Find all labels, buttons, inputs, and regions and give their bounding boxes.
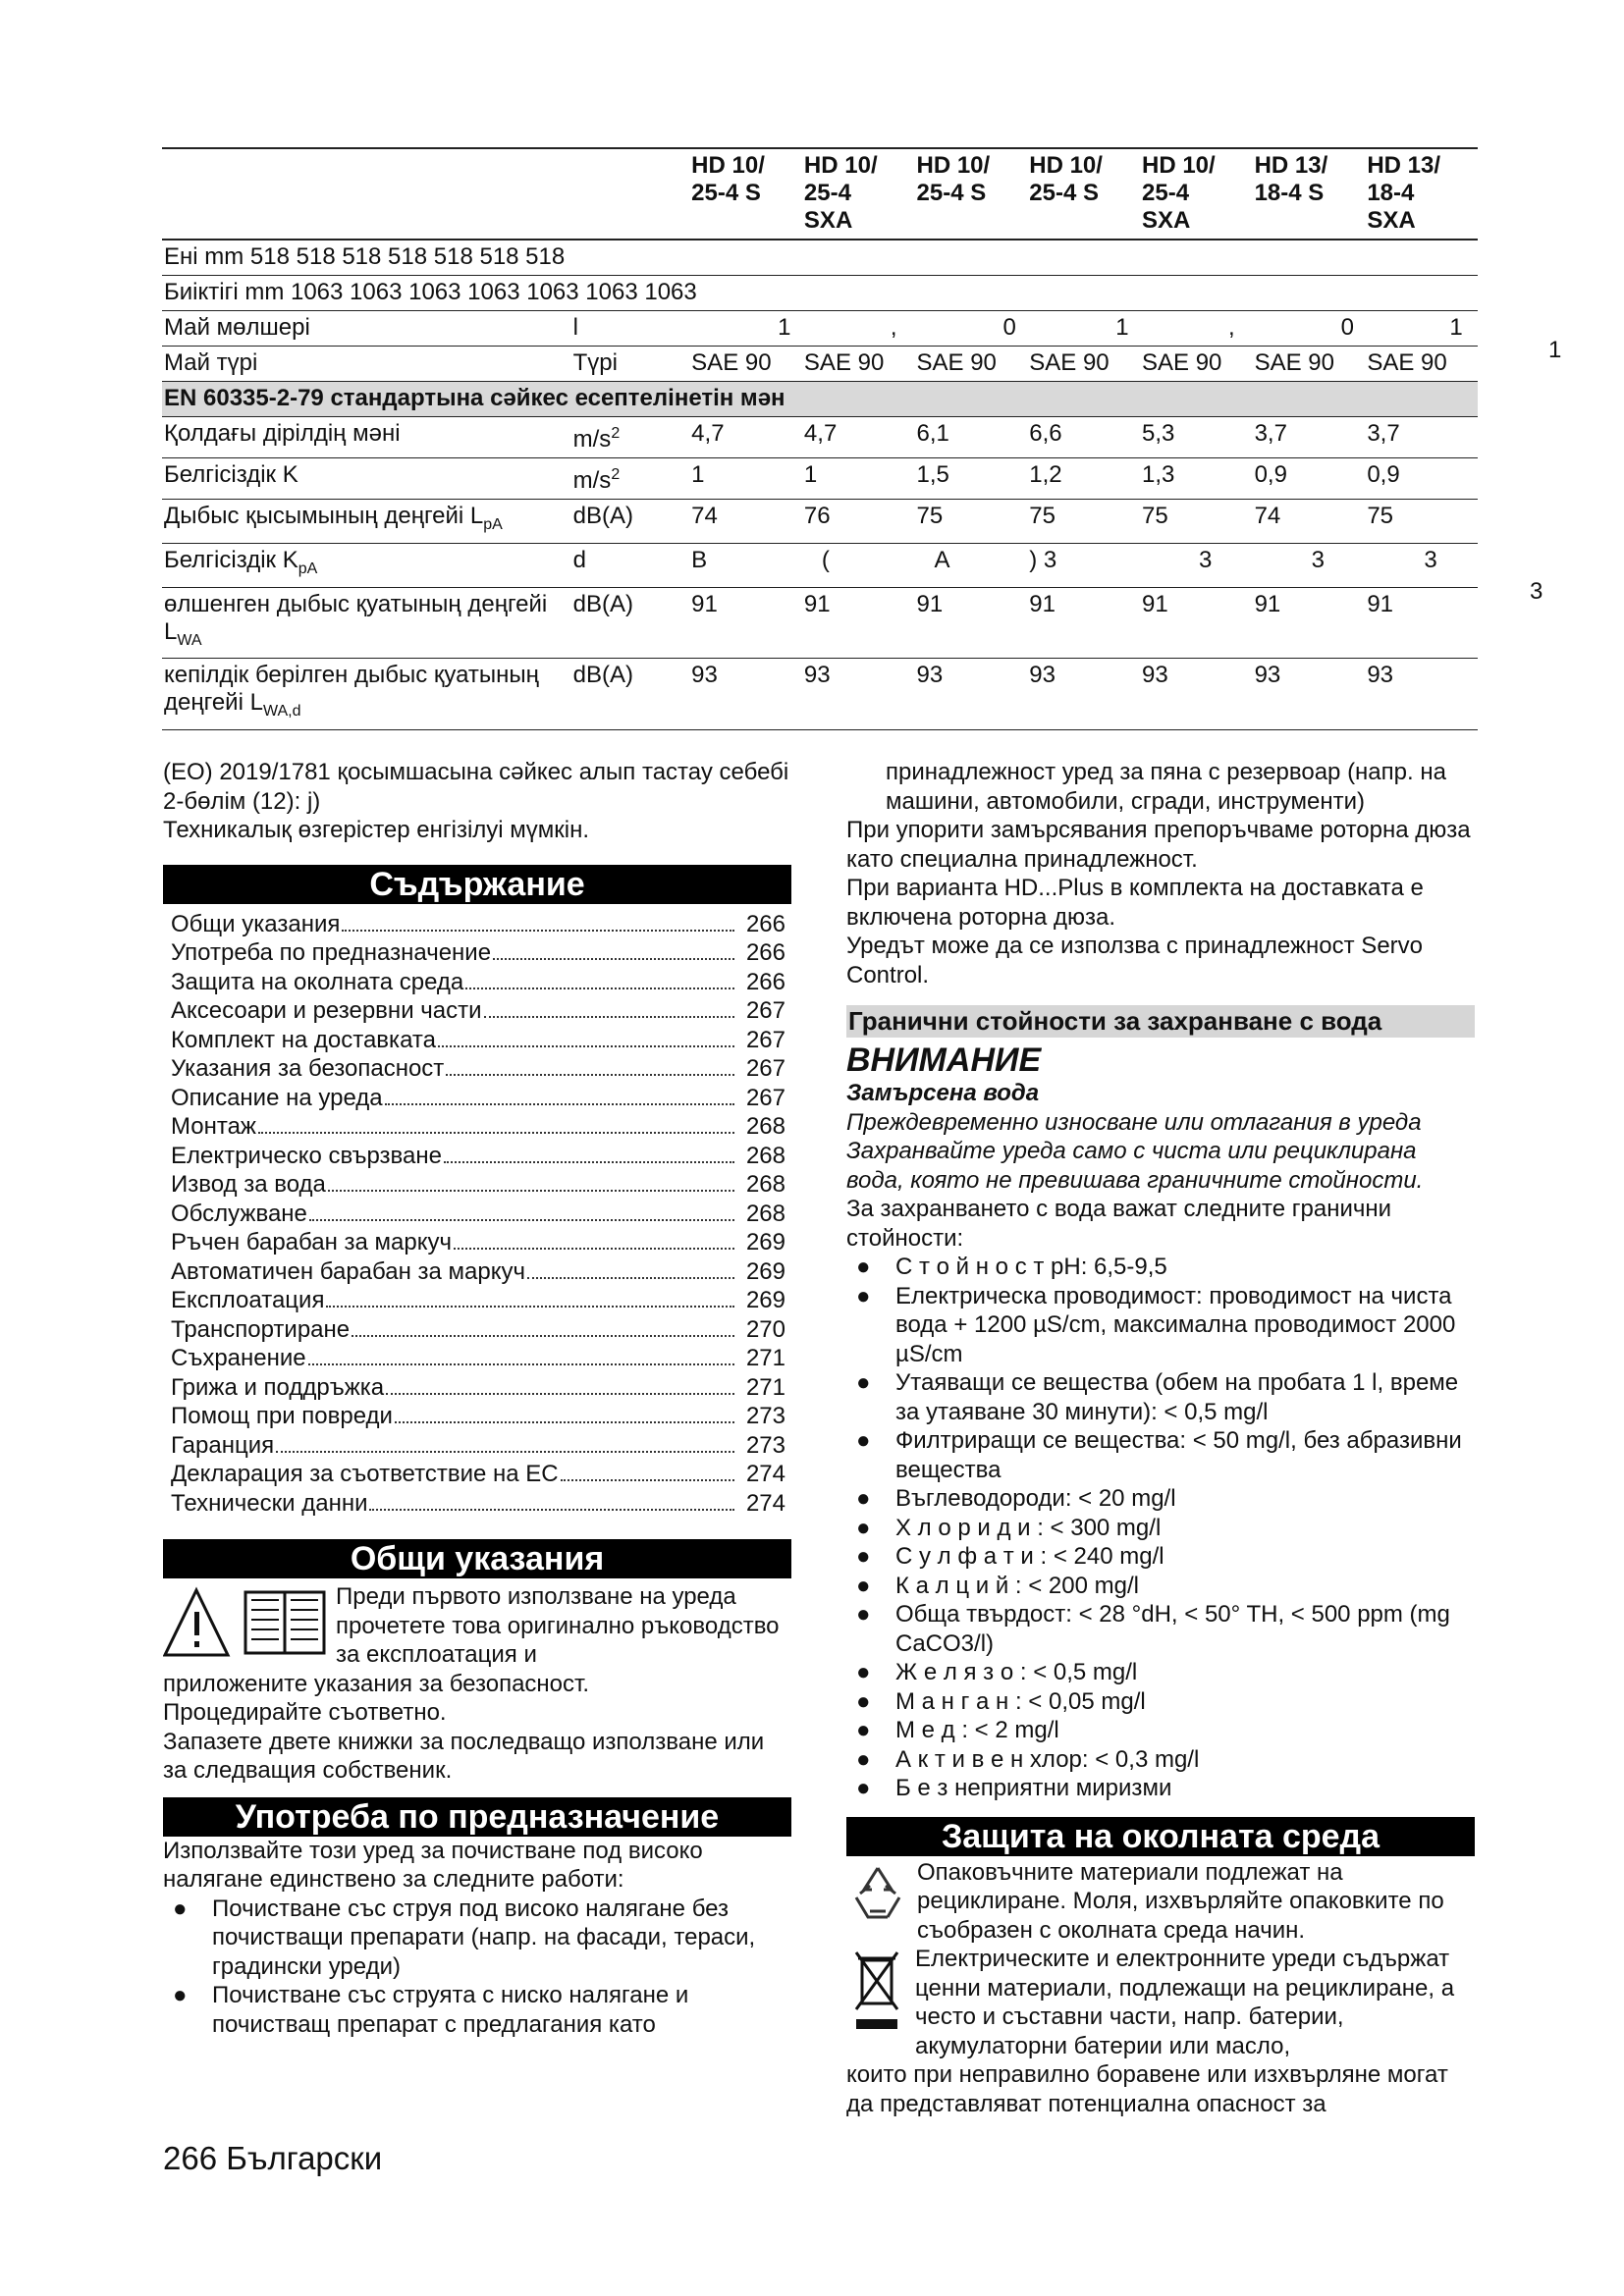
toc-leader: [395, 1421, 734, 1423]
toc-item[interactable]: [163, 1142, 791, 1171]
toc-leader: [342, 930, 734, 932]
toc-item[interactable]: [163, 938, 791, 968]
toc-item[interactable]: [163, 1286, 791, 1315]
toc-list: [163, 910, 791, 1519]
toc-item-page: 269: [745, 1287, 785, 1313]
col-header: HD 10/ 25-4 S: [1029, 152, 1103, 206]
list-item: ● Б е з неприятни миризми: [856, 1775, 1172, 1801]
toc-item-page: 268: [745, 1142, 785, 1169]
toc-item[interactable]: [163, 1170, 791, 1200]
table-row: Дыбыс қысымының деңгейі $L_{pA}$ dB(A) 74 76 75 75 75 74 75: [162, 500, 1478, 544]
col-header: HD 10/ 25-4 SXA: [803, 152, 878, 234]
crossed-bin-icon: [854, 1949, 899, 2035]
toc-item-label: Експлоатация: [171, 1287, 325, 1313]
toc-item[interactable]: [163, 1112, 791, 1142]
toc-leader: [444, 1161, 734, 1163]
toc-item[interactable]: [163, 1489, 791, 1519]
toc-item[interactable]: [163, 1460, 791, 1489]
general-text: приложените указания за безопасност.: [163, 1670, 590, 1697]
toc-item[interactable]: [163, 1054, 791, 1084]
toc-item[interactable]: [163, 1026, 791, 1055]
toc-leader: [465, 988, 734, 989]
table-row: Биіктігі mm 1063 1063 1063 1063 1063 1063 1063: [162, 276, 1478, 311]
toc-item-label: Монтаж: [171, 1113, 256, 1140]
toc-item[interactable]: [163, 1257, 791, 1287]
toc-leader: [308, 1363, 734, 1365]
col-header: HD 10/ 25-4 SXA: [1142, 152, 1216, 234]
section-title-general: Общи указания: [163, 1539, 791, 1578]
table-row: кепілдік берілген дыбыс қуатының деңгейі $L_{WA,d}$ dB(A) 93 93 93 93 93 93 93: [162, 659, 1478, 730]
toc-item-label: Помощ при повреди: [171, 1403, 393, 1429]
toc-item-page: 268: [745, 1113, 785, 1140]
toc-item-page: 267: [745, 1026, 785, 1053]
toc-leader: [369, 1509, 734, 1511]
toc-item[interactable]: [163, 996, 791, 1026]
toc-item-page: 266: [745, 910, 785, 937]
toc-item[interactable]: [163, 910, 791, 939]
list-item: ● Почистване със струя под високо налягане без почистващи препарати (напр. на фасади, тераси, градински уреди): [173, 1895, 756, 1980]
toc-item-page: 267: [745, 1055, 785, 1082]
toc-item[interactable]: [163, 1373, 791, 1403]
limits-list: [846, 1253, 1475, 1803]
list-item: ● Ж е л я з о : < 0,5 mg/l: [856, 1659, 1138, 1685]
list-item: ● К а л ц и й : < 200 mg/l: [856, 1572, 1139, 1599]
env-tail-text: които при неправилно боравене или изхвърляне могат да представляват потенциална опасност за: [846, 2061, 1448, 2117]
toc-item-page: 273: [745, 1403, 785, 1429]
toc-leader: [484, 1016, 734, 1018]
warning-text: Преждевременно износване или отлагания в уреда Захранвайте уреда само с чиста или рециклирана вода, която не превишава граничните стойности.: [846, 1108, 1424, 1194]
toc-item[interactable]: [163, 1315, 791, 1345]
toc-leader: [561, 1479, 734, 1481]
list-item: ● Въглеводороди: < 20 mg/l: [856, 1485, 1176, 1512]
toc-item-page: 267: [745, 997, 785, 1024]
env-recycle: [846, 1858, 1475, 1946]
env-weee-text: Електрическите и електронните уреди съдържат ценни материали, подлежащи на рециклиране, а често и съставни части, напр. батерии, акумулаторни батерии или масло,: [915, 1946, 1455, 2059]
toc-leader: [258, 1132, 734, 1134]
general-notice: [163, 1582, 791, 1670]
section-title-limits: Гранични стойности за захранване с вода: [846, 1005, 1475, 1038]
toc-leader: [438, 1045, 734, 1047]
toc-item-page: 266: [745, 939, 785, 966]
page-footer: 266 Български: [163, 2140, 383, 2176]
toc-item-page: 274: [745, 1489, 785, 1517]
toc-item[interactable]: [163, 1228, 791, 1257]
toc-item-label: Технически данни: [171, 1489, 368, 1517]
overflow-value: 1: [1548, 337, 1562, 363]
toc-item-page: 270: [745, 1315, 785, 1343]
list-item: ● Утаяващи се вещества (обем на пробата 1 l, време за утаяване 30 минути): < 0,5 mg/l: [856, 1369, 1459, 1425]
toc-title: Съдържание: [163, 865, 791, 904]
table-row: Май түрі Түрі SAE 90 SAE 90 SAE 90 SAE 90 SAE 90 SAE 90 SAE 90: [162, 347, 1478, 382]
toc-item-label: Аксесоари и резервни части: [171, 997, 482, 1024]
toc-item-label: Транспортиране: [171, 1315, 351, 1343]
table-row: Май мөлшері l 1 , 0 1 , 0 1: [162, 311, 1478, 347]
toc-item-label: Описание на уреда: [171, 1084, 383, 1111]
toc-item-page: 268: [745, 1171, 785, 1198]
toc-item-label: Гаранция: [171, 1431, 275, 1459]
env-weee: [846, 1945, 1475, 2060]
intro-text: (ЕО) 2019/1781 қосымшасына сәйкес алып тастау себебі 2-бөлім (12): j): [163, 759, 789, 815]
toc-item-label: Указания за безопасност: [171, 1055, 445, 1082]
toc-leader: [446, 1074, 734, 1076]
toc-item-page: 269: [745, 1257, 785, 1285]
toc-leader: [276, 1451, 734, 1453]
toc-item[interactable]: [163, 1200, 791, 1229]
table-row: Ені mm 518 518 518 518 518 518 518: [162, 240, 1478, 276]
env-recycle-text: Опаковъчните материали подлежат на рециклиране. Моля, изхвърляйте опаковките по съобразен с околната среда начин.: [917, 1858, 1444, 1944]
toc-item-label: Обслужване: [171, 1200, 307, 1227]
toc-item-label: Грижа и поддръжка: [171, 1373, 385, 1401]
toc-leader: [309, 1219, 734, 1221]
table-row: Қолдағы дірілдің мәні $m/s^2$ 4,7 4,7 6,1 6,6 5,3 3,7 3,7: [162, 417, 1478, 458]
toc-leader: [328, 1190, 734, 1192]
toc-item[interactable]: [163, 968, 791, 997]
table-row: Белгісіздік K $m/s^2$ 1 1 1,5 1,2 1,3 0,9 0,9: [162, 458, 1478, 500]
list-item: ● А к т и в е н хлор: < 0,3 mg/l: [856, 1745, 1200, 1773]
toc-leader: [385, 1103, 734, 1105]
paragraph: Уредът може да се използва с принадлежност Servo Control.: [846, 933, 1424, 988]
intro-text: Техникалық өзгерістер енгізілуі мүмкін.: [163, 817, 590, 843]
list-item: ● Обща твърдост: < 28 °dH, < 50° TH, < 500 ppm (mg CaCO3/l): [856, 1601, 1450, 1657]
list-item: ● Почистване със струята с ниско налягане и почистващ препарат с предлагания като: [173, 1982, 689, 2038]
toc-item-page: 271: [745, 1373, 785, 1401]
manual-book-icon: [244, 1586, 326, 1657]
spec-header-row: [162, 148, 1478, 240]
recycling-icon: [848, 1864, 907, 1919]
list-item: ● М е д : < 2 mg/l: [856, 1717, 1059, 1743]
toc-item-label: Защита на околната среда: [171, 968, 464, 995]
toc-item-page: 273: [745, 1431, 785, 1459]
list-item: ● Х л о р и д и : < 300 mg/l: [856, 1514, 1162, 1541]
col-header: HD 13/ 18-4 S: [1254, 152, 1328, 206]
toc-leader: [352, 1335, 734, 1337]
toc-leader: [527, 1277, 734, 1279]
toc-item-page: 269: [745, 1229, 785, 1255]
paragraph: При варианта HD...Plus в комплекта на доставката е включена роторна дюза.: [846, 875, 1424, 931]
toc-item-label: Съхранение: [171, 1345, 306, 1371]
col-header: HD 10/ 25-4 S: [691, 152, 765, 206]
list-item: ● М а н г а н : < 0,05 mg/l: [856, 1687, 1146, 1715]
table-section-heading: EN 60335-2-79 стандартына сәйкес есептелінетін мән: [162, 382, 1478, 417]
toc-item[interactable]: [163, 1431, 791, 1461]
toc-item-label: Автоматичен барабан за маркуч: [171, 1257, 525, 1285]
toc-item-page: 274: [745, 1461, 785, 1487]
section-title-environment: Защита на околната среда: [846, 1817, 1475, 1856]
toc-item-label: Общи указания: [171, 910, 341, 937]
list-item: ● С у л ф а т и : < 240 mg/l: [856, 1543, 1164, 1570]
toc-leader: [386, 1393, 734, 1395]
col-header: HD 10/ 25-4 S: [916, 152, 991, 206]
toc-item-label: Комплект на доставката: [171, 1026, 436, 1053]
general-notice-text: Преди първото използване на уреда прочетете това оригинално ръководство за експлоатация и: [336, 1583, 780, 1668]
toc-leader: [493, 958, 734, 960]
paragraph: При упорити замърсявания препоръчваме роторна дюза като специална принадлежност.: [846, 817, 1471, 873]
general-text: Запазете двете книжки за последващо използване или за следващия собственик.: [163, 1728, 765, 1784]
toc-item-label: Употреба по предназначение: [171, 939, 492, 966]
warning-heading: ВНИМАНИЕ: [846, 1041, 1042, 1079]
toc-leader: [454, 1248, 734, 1250]
overflow-value: 3: [1530, 578, 1543, 605]
list-item: ● С т о й н о с т pH: 6,5-9,5: [856, 1254, 1167, 1280]
toc-leader: [326, 1306, 734, 1308]
table-row: өлшенген дыбыс қуатының деңгейі $L_{WA}$ dB(A) 91 91 91 91 91 91 91: [162, 587, 1478, 659]
limits-intro: За захранването с вода важат следните гранични стойности:: [846, 1196, 1392, 1252]
table-row: Белгісіздік $K_{pA}$ d B ( A ) 3 3 3 3: [162, 543, 1478, 587]
toc-item[interactable]: [163, 1084, 791, 1113]
toc-item-page: 266: [745, 968, 785, 995]
continued-text: принадлежност уред за пяна с резервоар (напр. на машини, автомобили, сгради, инструменти): [886, 759, 1446, 815]
general-text: Процедирайте съответно.: [163, 1699, 447, 1726]
left-column: [163, 758, 791, 2039]
warning-subheading: Замърсена вода: [846, 1080, 1040, 1106]
toc-item[interactable]: [163, 1344, 791, 1373]
toc-item-label: Декларация за съответствие на ЕС: [171, 1461, 559, 1487]
toc-item[interactable]: [163, 1402, 791, 1431]
toc-item-label: Ръчен барабан за маркуч: [171, 1229, 452, 1255]
toc-item-page: 268: [745, 1200, 785, 1227]
toc-item-page: 271: [745, 1345, 785, 1371]
toc-item-label: Извод за вода: [171, 1171, 326, 1198]
toc-item-page: 267: [745, 1084, 785, 1111]
usage-text: Използвайте този уред за почистване под високо налягане единствено за следните работи:: [163, 1837, 703, 1893]
right-column: [846, 758, 1475, 2118]
section-title-usage: Употреба по предназначение: [163, 1797, 791, 1837]
spec-table: [162, 147, 1478, 730]
list-item: ● Електрическа проводимост: проводимост на чиста вода + 1200 µS/cm, максимална проводимост 2000 µS/cm: [856, 1282, 1456, 1367]
col-header: HD 13/ 18-4 SXA: [1367, 152, 1441, 234]
list-item: ● Филтриращи се вещества: < 50 mg/l, без абразивни вещества: [856, 1427, 1462, 1483]
toc-item-label: Електрическо свързване: [171, 1142, 442, 1169]
